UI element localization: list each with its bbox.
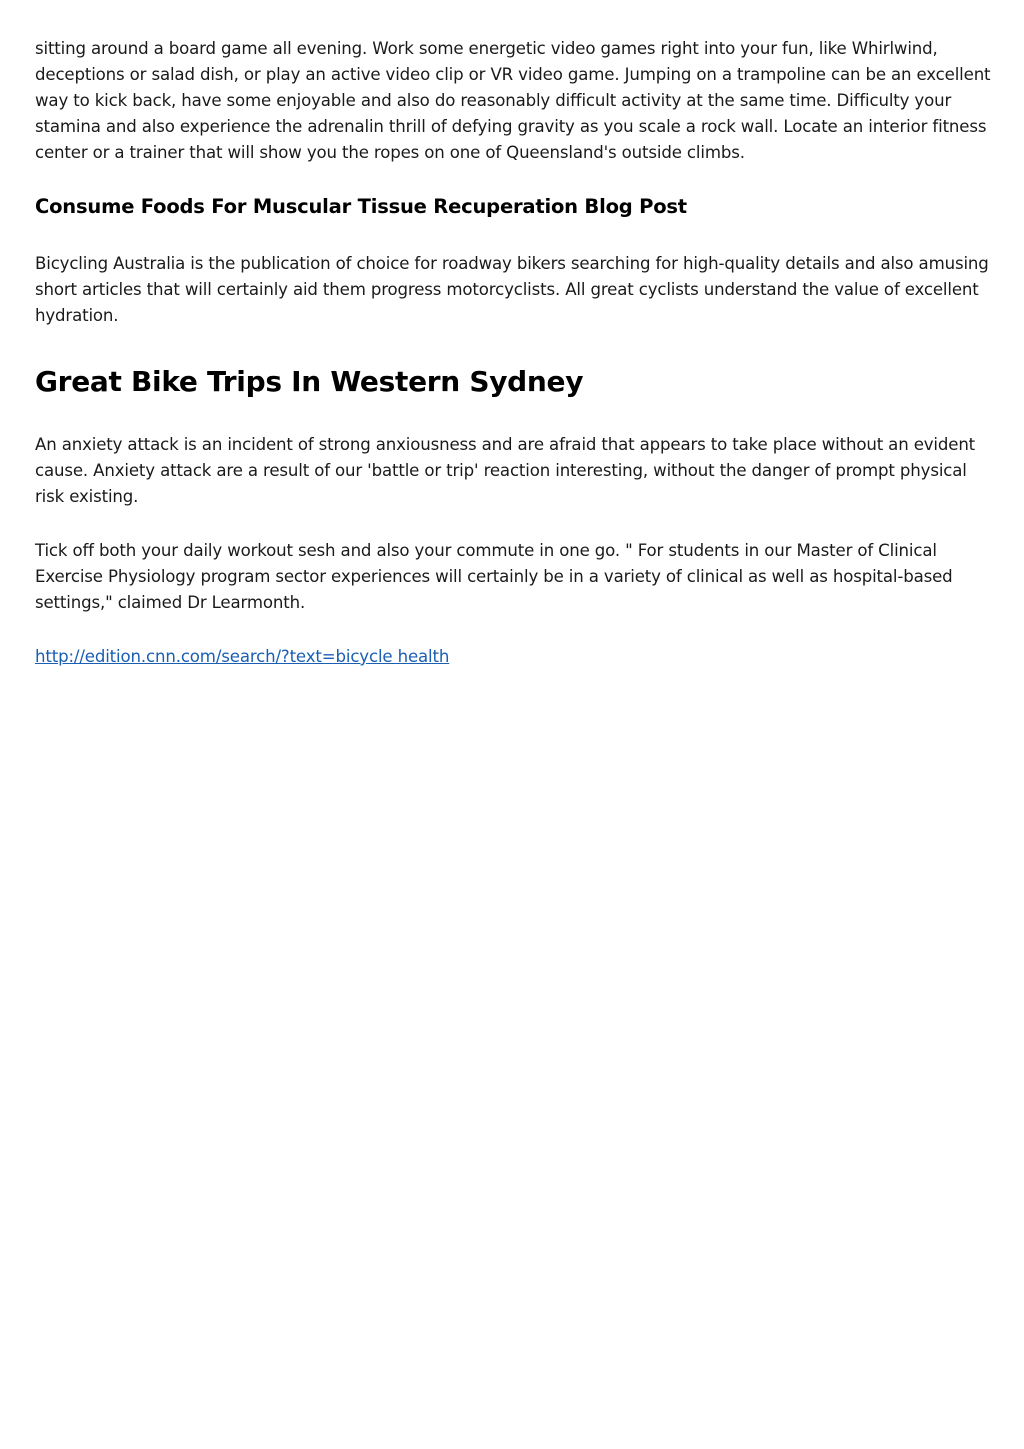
external-link[interactable]: http://edition.cnn.com/search/?text=bicycle health <box>35 647 450 666</box>
article-heading: Great Bike Trips In Western Sydney <box>35 365 584 398</box>
document-page <box>35 36 995 670</box>
body-paragraph: An anxiety attack is an incident of strong anxiousness and are afraid that appears to take place without an evident cause. Anxiety attack are a result of our 'battle or trip' reaction interesting, without the danger of prompt physical risk existing. <box>35 435 976 506</box>
body-paragraph: Tick off both your daily workout sesh and also your commute in one go. " For students in our Master of Clinical Exercise Physiology program sector experiences will certainly be in a variety of clinical as well as hospital-based settings," claimed Dr Learmonth. <box>35 541 953 612</box>
body-paragraph: sitting around a board game all evening. Work some energetic video games right into your fun, like Whirlwind, deceptions or salad dish, or play an active video clip or VR video game. Jumping on a trampoline can be an excellent way to kick back, have some enjoyable and also do reasonably difficult activity at the same time. Difficulty your stamina and also experience the adrenalin thrill of defying gravity as you scale a rock wall. Locate an interior fitness center or a trainer that will show you the ropes on one of Queensland's outside climbs. <box>35 39 991 162</box>
section-heading: Consume Foods For Muscular Tissue Recuperation Blog Post <box>35 195 687 218</box>
body-paragraph: Bicycling Australia is the publication of choice for roadway bikers searching for high-quality details and also amusing short articles that will certainly aid them progress motorcyclists. All great cyclists understand the value of excellent hydration. <box>35 254 989 325</box>
